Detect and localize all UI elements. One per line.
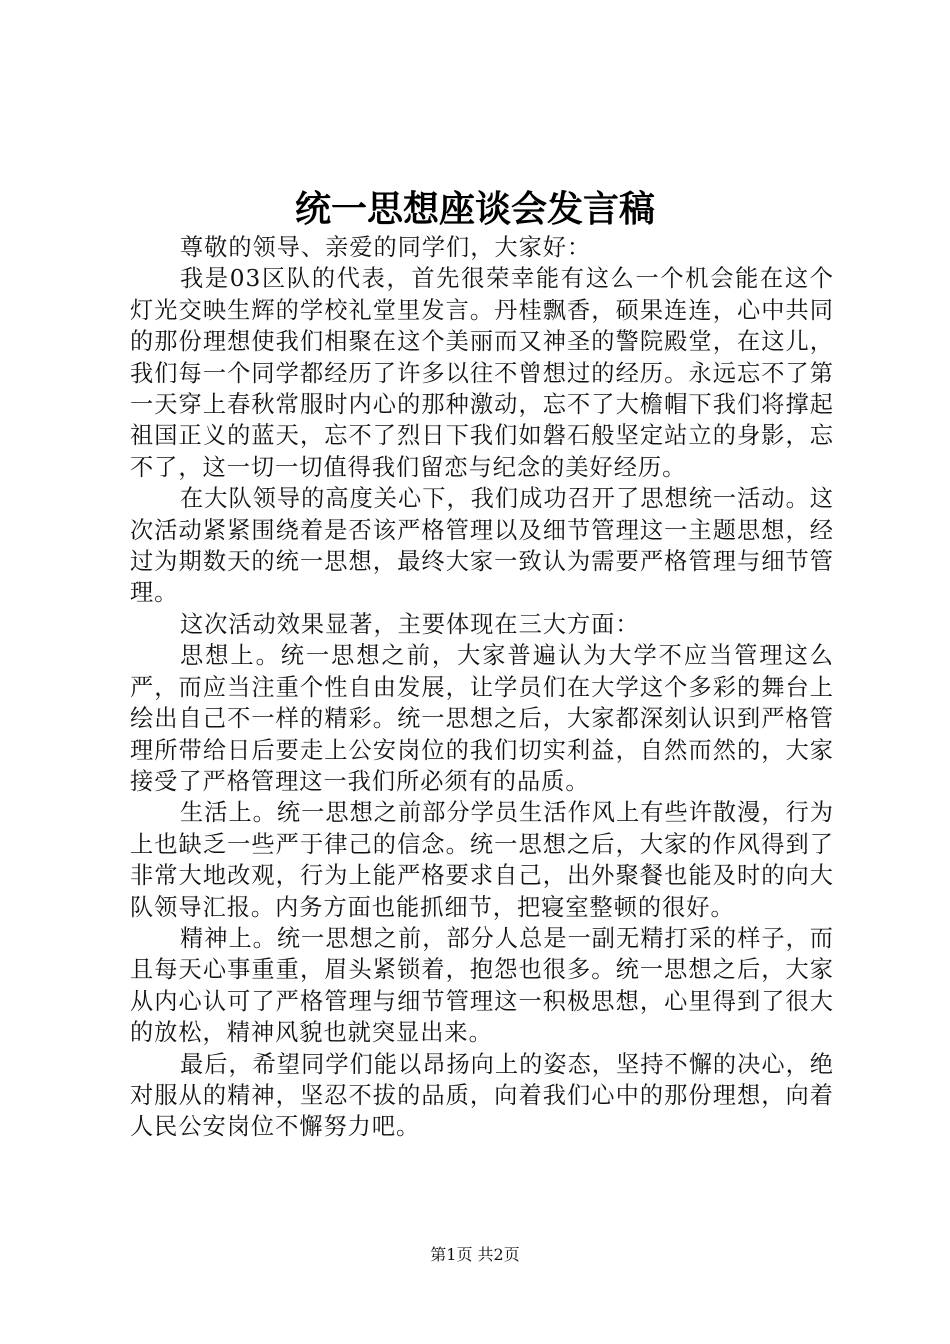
paragraph-introduction: 我是03区队的代表，首先很荣幸能有这么一个机会能在这个灯光交映生辉的学校礼堂里发言。丹桂飘香，硕果连连，心中共同的那份理想使我们相聚在这个美丽而又神圣的警院殿堂，在这儿，我们每一个同学都经历了许多以往不曾想过的经历。永远忘不了第一天穿上春秋常服时内心的那种激动，忘不了大檐帽下我们将撑起祖国正义的蓝天，忘不了烈日下我们如磐石般坚定站立的身影，忘不了，这一切一切值得我们留恋与纪念的美好经历。	[130, 265, 834, 481]
paragraph-spirit: 精神上。统一思想之前，部分人总是一副无精打采的样子，而且每天心事重重，眉头紧锁着，抱怨也很多。统一思想之后，大家从内心认可了严格管理与细节管理这一积极思想，心里得到了很大的放松，精神风貌也就突显出来。	[130, 924, 834, 1047]
paragraph-thought: 思想上。统一思想之前，大家普遍认为大学不应当管理这么严，而应当注重个性自由发展，让学员们在大学这个多彩的舞台上绘出自己不一样的精彩。统一思想之后，大家都深刻认识到严格管理所带给日后要走上公安岗位的我们切实利益，自然而然的，大家接受了严格管理这一我们所必须有的品质。	[130, 642, 834, 795]
document-title: 统一思想座谈会发言稿	[294, 188, 655, 230]
page-footer: 第1页 共2页	[430, 1245, 520, 1264]
paragraph-greeting: 尊敬的领导、亲爱的同学们，大家好：	[180, 234, 592, 261]
paragraph-activity: 在大队领导的高度关心下，我们成功召开了思想统一活动。这次活动紧紧围绕着是否该严格管理以及细节管理这一主题思想，经过为期数天的统一思想，最终大家一致认为需要严格管理与细节管理。	[130, 485, 834, 607]
paragraph-life: 生活上。统一思想之前部分学员生活作风上有些许散漫，行为上也缺乏一些严于律己的信念。统一思想之后，大家的作风得到了非常大地改观，行为上能严格要求自己，出外聚餐也能及时的向大队领导汇报。内务方面也能抓细节，把寝室整顿的很好。	[130, 799, 834, 921]
paragraph-effects-summary: 这次活动效果显著，主要体现在三大方面：	[180, 610, 640, 638]
document-body	[130, 232, 834, 1143]
paragraph-closing: 最后，希望同学们能以昂扬向上的姿态，坚持不懈的决心，绝对服从的精神，坚忍不拔的品质，向着我们心中的那份理想，向着人民公安岗位不懈努力吧。	[130, 1050, 834, 1141]
